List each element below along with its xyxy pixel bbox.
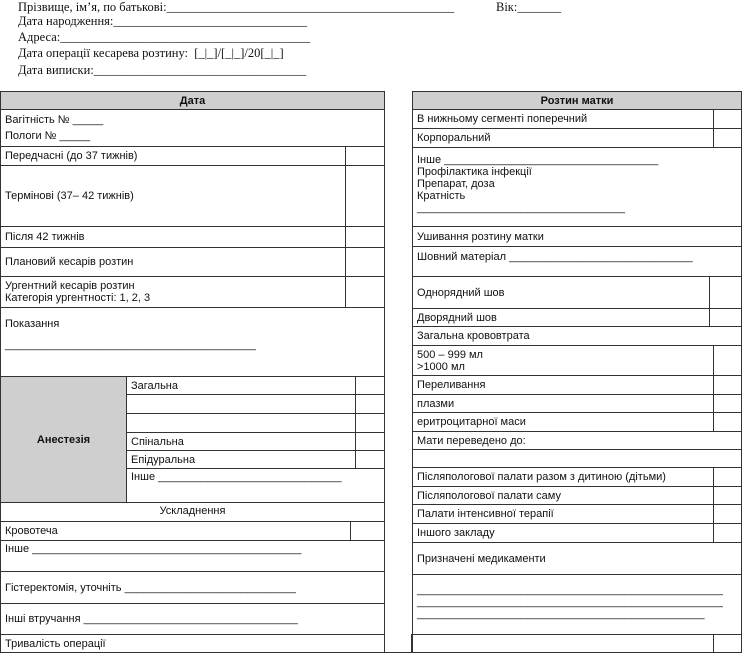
- left-panel: [0, 91, 385, 653]
- anesthesia-spinal-label: Спінальна: [127, 433, 356, 451]
- incision-other-field[interactable]: Інше ___________________________________ Профілактика інфекції Препарат, доза Кратність __________________________________: [413, 148, 742, 227]
- pregnancy-number[interactable]: Вагітність № _____: [5, 114, 104, 126]
- anesthesia-other-field[interactable]: Інше ______________________________: [127, 469, 385, 503]
- anesthesia-epidural-checkbox[interactable]: [356, 451, 385, 469]
- urgent-cs-label: Ургентний кесарів розтин Категорія ургентності: 1, 2, 3: [1, 277, 346, 308]
- operation-duration-field[interactable]: Тривалість операції: [1, 635, 385, 653]
- single-row-suture-label: Однорядний шов: [413, 277, 710, 309]
- term-label: Термінові (37– 42 тижнів): [1, 166, 346, 227]
- complication-other-field[interactable]: Інше ____________________________________________: [1, 541, 385, 572]
- erythrocyte-label: еритроцитарної маси: [413, 413, 714, 432]
- indications-line[interactable]: _________________________________________: [5, 339, 256, 351]
- indications-cell[interactable]: [1, 308, 385, 377]
- meds-bottom-row: [413, 635, 714, 653]
- icu-checkbox[interactable]: [714, 505, 742, 524]
- plasma-label: плазми: [413, 395, 714, 413]
- date-of-birth-field[interactable]: Дата народження:_______________________________: [18, 14, 308, 28]
- bleeding-label: Кровотеча: [1, 522, 351, 541]
- postnatal-with-child-label: Післяпологової палати разом з дитиною (дітьми): [413, 468, 714, 487]
- blood-loss-values: 500 – 999 мл >1000 мл: [413, 346, 714, 376]
- meds-bottom-checkbox[interactable]: [714, 635, 742, 653]
- anesthesia-general-checkbox[interactable]: [356, 377, 385, 395]
- other-interventions-field[interactable]: Інші втручання ___________________________________: [1, 604, 385, 635]
- preterm-checkbox[interactable]: [346, 147, 385, 166]
- hysterectomy-field[interactable]: Гістеректомія, уточніть ____________________________: [1, 572, 385, 604]
- bleeding-checkbox[interactable]: [351, 522, 385, 541]
- bottom-gap-cell: [384, 634, 412, 653]
- preterm-label: Передчасні (до 37 тижнів): [1, 147, 346, 166]
- suture-material-field[interactable]: Шовний матеріал ______________________________: [413, 247, 742, 277]
- anesthesia-epidural-label: Епідуральна: [127, 451, 356, 469]
- postnatal-alone-checkbox[interactable]: [714, 487, 742, 505]
- right-panel: [412, 91, 742, 653]
- other-facility-checkbox[interactable]: [714, 524, 742, 543]
- postnatal-with-child-checkbox[interactable]: [714, 468, 742, 487]
- post-42-label: Після 42 тижнів: [1, 227, 346, 248]
- plasma-checkbox[interactable]: [714, 395, 742, 413]
- pregnancy-births-cell[interactable]: [1, 110, 385, 147]
- births-number[interactable]: Пологи № _____: [5, 130, 91, 142]
- planned-cs-label: Плановий кесарів розтин: [1, 248, 346, 277]
- anesthesia-blank-checkbox[interactable]: [356, 395, 385, 414]
- corporal-label: Корпоральний: [413, 129, 714, 148]
- transfer-blank-row: [413, 450, 742, 468]
- incision-suturing-label: Ушивання розтину матки: [413, 227, 742, 247]
- planned-cs-checkbox[interactable]: [346, 248, 385, 277]
- complications-heading: Ускладнення: [1, 503, 385, 522]
- prescribed-meds-label: Призначені медикаменти: [413, 543, 742, 575]
- icu-label: Палати інтенсивної терапії: [413, 505, 714, 524]
- blood-loss-checkbox[interactable]: [714, 346, 742, 376]
- anesthesia-blank-row-2: [127, 414, 356, 433]
- lower-segment-label: В нижньому сегменті поперечний: [413, 110, 714, 129]
- date-header: Дата: [1, 92, 385, 110]
- mother-transferred-label: Мати переведено до:: [413, 432, 742, 450]
- discharge-date-field[interactable]: Дата виписки:__________________________________: [18, 63, 307, 77]
- anesthesia-general-label: Загальна: [127, 377, 356, 395]
- address-field[interactable]: Адреса:________________________________________: [18, 30, 311, 44]
- double-row-suture-label: Дворядний шов: [413, 309, 710, 327]
- full-name-field[interactable]: Прізвище, ім’я, по батькові:______________________________________________: [18, 0, 455, 14]
- anesthesia-spinal-checkbox[interactable]: [356, 433, 385, 451]
- single-row-suture-checkbox[interactable]: [710, 277, 742, 309]
- transfusion-checkbox[interactable]: [714, 376, 742, 395]
- transfusion-label: Переливання: [413, 376, 714, 395]
- corporal-checkbox[interactable]: [714, 129, 742, 148]
- other-facility-label: Іншого закладу: [413, 524, 714, 543]
- operation-date-field[interactable]: Дата операції кесарева розтину: [_|_]/[_|_]/20[_|_]: [18, 46, 284, 60]
- anesthesia-label: Анестезія: [1, 377, 127, 503]
- urgent-cs-checkbox[interactable]: [346, 277, 385, 308]
- anesthesia-blank-checkbox-2[interactable]: [356, 414, 385, 433]
- prescribed-meds-lines[interactable]: __________________________________________________ __________________________________________________ _______________________________________________: [413, 575, 742, 635]
- postnatal-alone-label: Післяпологової палати саму: [413, 487, 714, 505]
- term-checkbox[interactable]: [346, 166, 385, 227]
- erythrocyte-checkbox[interactable]: [714, 413, 742, 432]
- age-field[interactable]: Вік:_______: [496, 0, 562, 14]
- anesthesia-blank-row: [127, 395, 356, 414]
- double-row-suture-checkbox[interactable]: [710, 309, 742, 327]
- lower-segment-checkbox[interactable]: [714, 110, 742, 129]
- post-42-checkbox[interactable]: [346, 227, 385, 248]
- total-blood-loss-label: Загальна крововтрата: [413, 327, 742, 346]
- uterine-incision-header: Розтин матки: [413, 92, 742, 110]
- indications-label: Показання: [5, 318, 60, 330]
